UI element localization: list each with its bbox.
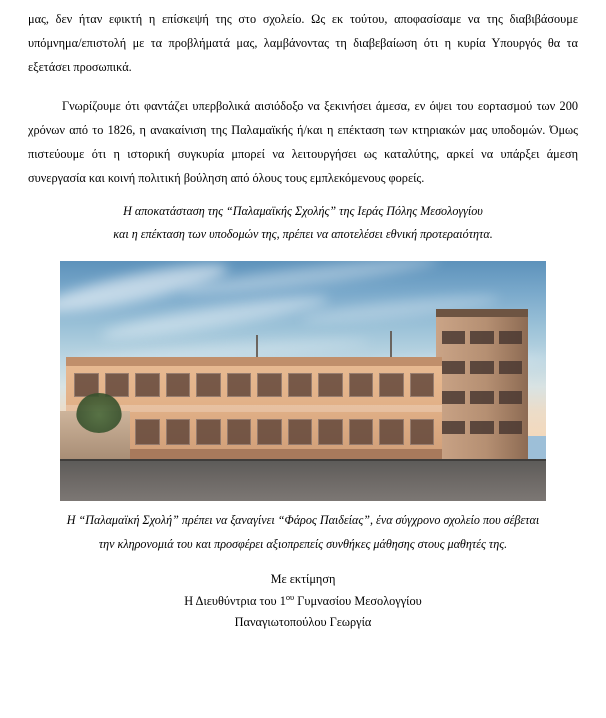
window-row-upper — [74, 373, 434, 397]
image-caption-line-2: την κληρονομιά του και προσφέρει αξιοπρεπείς συνθήκες μάθησης στους μαθητές της. — [98, 536, 508, 551]
cornice-band — [66, 357, 442, 366]
window-row — [442, 361, 522, 374]
window-row — [442, 331, 522, 344]
tree — [76, 393, 122, 433]
signature-block — [28, 569, 578, 634]
signature-role-prefix: Η Διευθύντρια του 1 — [184, 593, 286, 608]
signature-name: Παναγιωτοπούλου Γεωργία — [234, 615, 372, 630]
signature-role-suffix: Γυμνασίου Μεσολογγίου — [294, 593, 422, 608]
window-row — [442, 421, 522, 434]
paragraph-spacer — [28, 82, 578, 95]
signature-spacer — [28, 556, 578, 569]
paragraph-2: Γνωρίζουμε ότι φαντάζει υπερβολικά αισιόδοξο να ξεκινήσει άμεσα, εν όψει του εορτασμού των 200 χρόνων από το 1826, η ανακαίνιση της Παλαμαϊκής ή/και η επέκταση των κτηριακών μας υποδομών. Όμως πιστεύουμε ότι η ιστορική συγκυρία μπορεί να λειτουργήσει ως καταλύτης, αρκεί να υπάρξει άμεση συνεργασία και κοινή πολιτική βούληση από όλους τους εμπλεκόμενους φορείς. — [28, 98, 578, 185]
signature-role-ordinal: ου — [285, 592, 295, 602]
tall-building-wing — [436, 309, 528, 459]
highlight-line-2: και η επέκταση των υποδομών της, πρέπει να αποτελέσει εθνική προτεραιότητα. — [113, 227, 493, 242]
foreground-yard — [60, 459, 546, 501]
school-building-photo — [60, 261, 546, 501]
signature-closing: Με εκτίμηση — [270, 572, 336, 587]
photo-canvas — [60, 261, 546, 501]
paragraph-1: μας, δεν ήταν εφικτή η επίσκεψή της στο σχολείο. Ως εκ τούτου, αποφασίσαμε να της διαβιβάσουμε υπόμνημα/επιστολή με τα προβλήματά μας, λαμβάνοντας τη διαβεβαίωση ότι η κυρία Υπουργός θα τα εξετάσει προσωπικά. — [28, 12, 578, 74]
yard-edge — [60, 459, 546, 461]
highlight-line-1: Η αποκατάσταση της “Παλαμαϊκής Σχολής” της Ιεράς Πόλης Μεσολογγίου — [123, 203, 483, 218]
roofline — [436, 309, 528, 317]
signature-role — [28, 591, 578, 613]
window-row — [442, 391, 522, 404]
image-caption-line-1: Η “Παλαμαϊκή Σχολή” πρέπει να ξαναγίνει “Φάρος Παιδείας”, ένα σύγχρονο σχολείο που σέβεται — [66, 512, 540, 527]
highlight-spacer — [28, 193, 578, 200]
